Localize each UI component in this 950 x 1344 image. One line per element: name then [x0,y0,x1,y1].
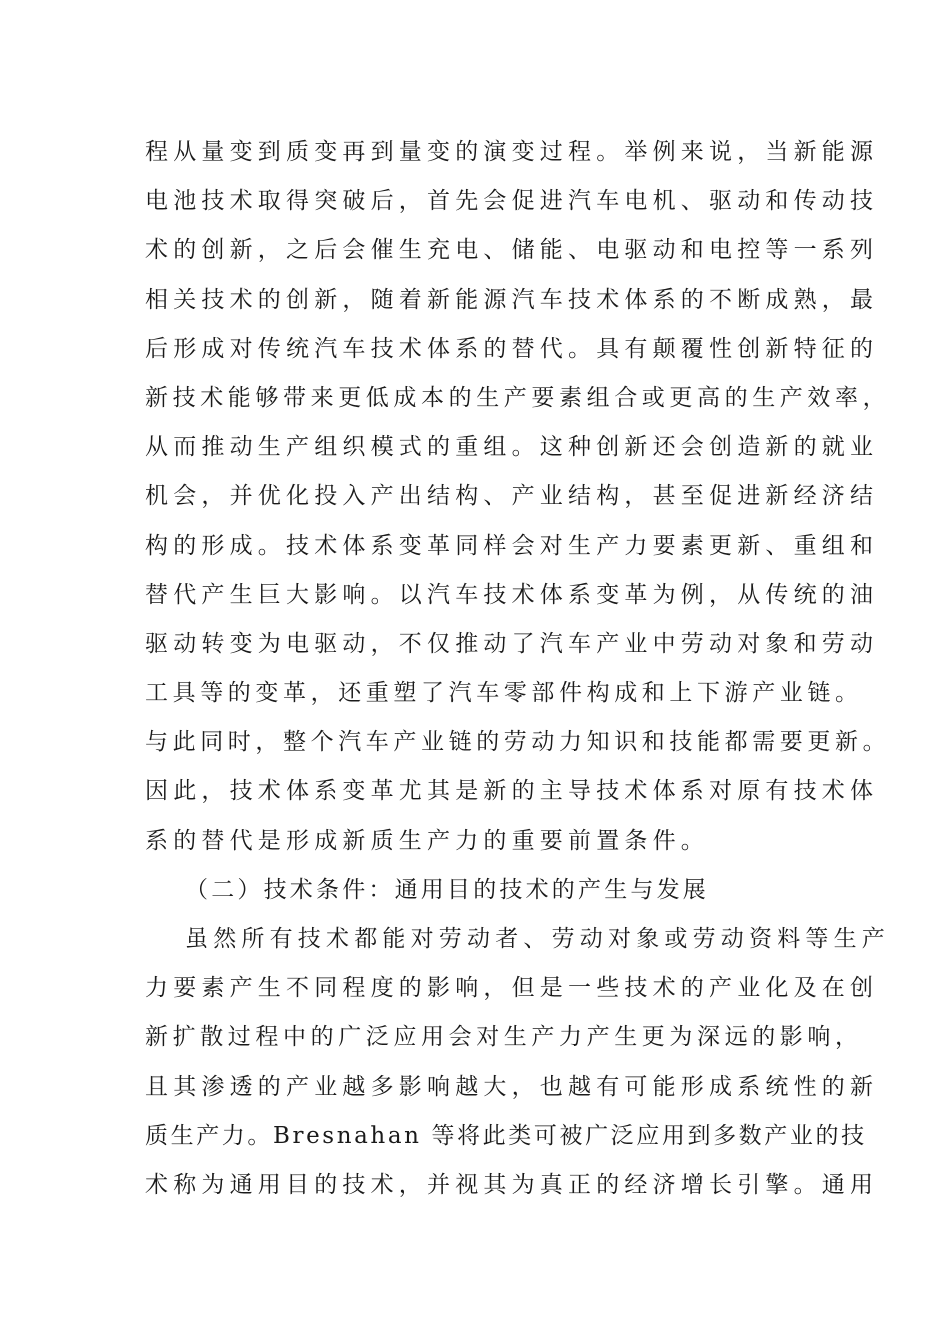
text-line: 新扩散过程中的广泛应用会对生产力产生更为深远的影响， [145,1024,863,1051]
section-heading: （二）技术条件：通用目的技术的产生与发展 [185,876,709,903]
text-line: 虽然所有技术都能对劳动者、劳动对象或劳动资料等生产 [185,926,890,952]
text-line: 力要素产生不同程度的影响，但是一些技术的产业化及在创 [145,975,879,1002]
text-line: 构的形成。技术体系变革同样会对生产力要素更新、重组和 [145,532,879,559]
text-line: 替代产生巨大影响。以汽车技术体系变革为例，从传统的油 [145,581,879,608]
text-line: 工具等的变革，还重塑了汽车零部件构成和上下游产业链。 [145,680,863,707]
text-line: 程从量变到质变再到量变的演变过程。举例来说，当新能源 [145,139,879,165]
text-line: 电池技术取得突破后，首先会促进汽车电机、驱动和传动技 [145,188,879,215]
text-line: 从而推动生产组织模式的重组。这种创新还会创造新的就业 [145,434,879,461]
text-line: 且其渗透的产业越多影响越大，也越有可能形成系统性的新 [145,1073,879,1100]
text-line: 驱动转变为电驱动，不仅推动了汽车产业中劳动对象和劳动 [145,630,879,657]
body-text [145,128,891,1210]
text-line: 后形成对传统汽车技术体系的替代。具有颠覆性创新特征的 [145,335,879,362]
text-line: 术的创新，之后会催生充电、储能、电驱动和电控等一系列 [145,237,879,264]
text-line: 相关技术的创新，随着新能源汽车技术体系的不断成熟，最 [145,286,879,313]
text-line: 质生产力。Bresnahan 等将此类可被广泛应用到多数产业的技 [145,1122,867,1149]
text-line: 机会，并优化投入产出结构、产业结构，甚至促进新经济结 [145,483,879,510]
text-line: 术称为通用目的技术，并视其为真正的经济增长引擎。通用 [145,1171,879,1198]
text-line: 新技术能够带来更低成本的生产要素组合或更高的生产效率， [145,384,891,411]
text-line: 与此同时，整个汽车产业链的劳动力知识和技能都需要更新。 [145,729,891,756]
text-line: 系的替代是形成新质生产力的重要前置条件。 [145,827,709,854]
text-line: 因此，技术体系变革尤其是新的主导技术体系对原有技术体 [145,778,879,805]
